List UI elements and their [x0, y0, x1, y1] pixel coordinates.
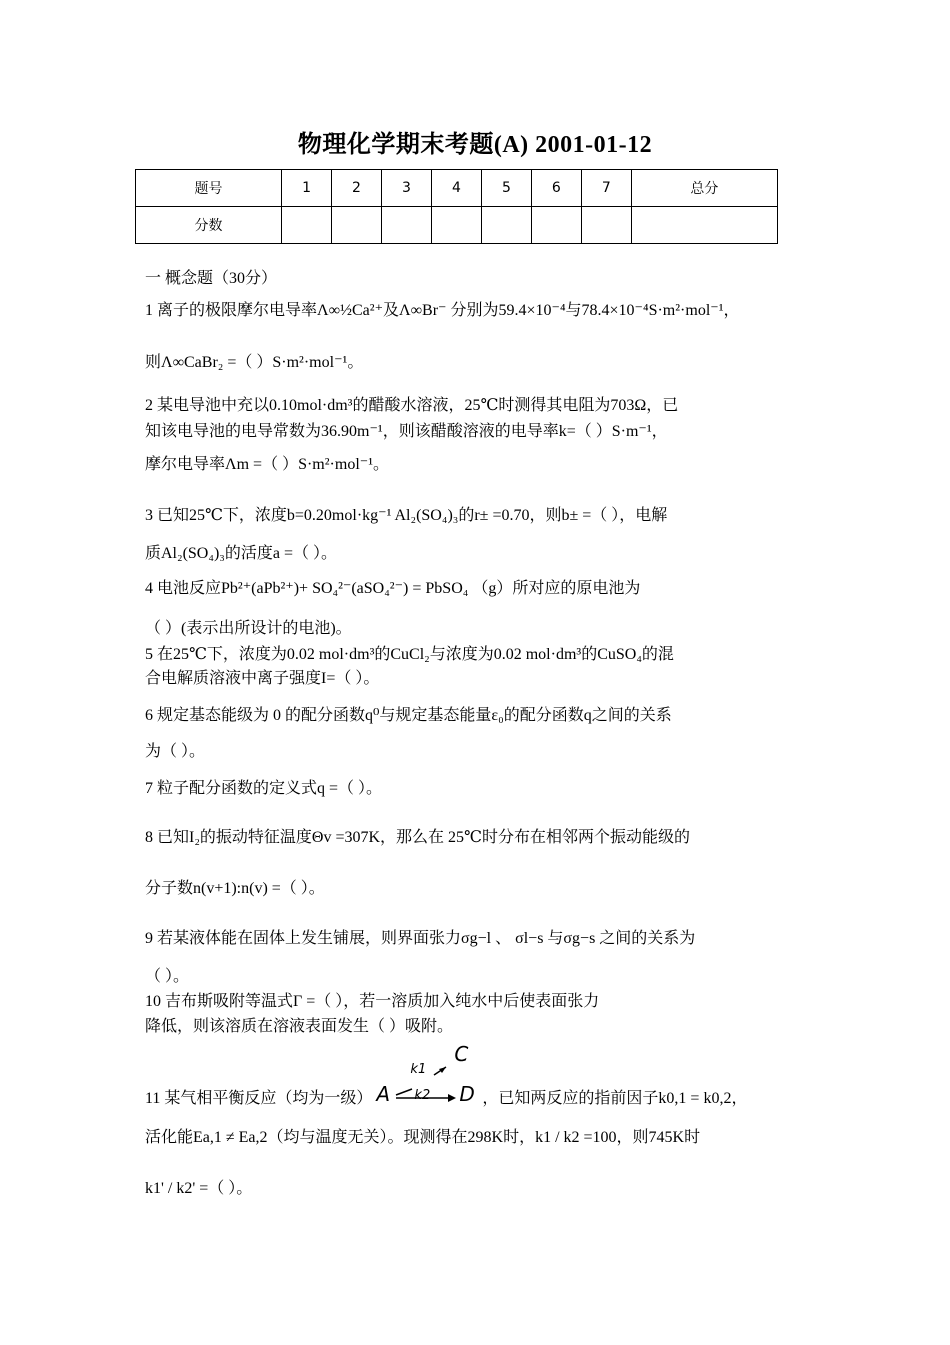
question-5-line-2: 合电解质溶液中离子强度I=（ ）。: [145, 670, 380, 687]
question-3-line-2: 质Al₂(SO₄)₃的活度a =（ ）。: [145, 545, 337, 562]
question-1-line-1: 1 离子的极限摩尔电导率Λ∞½Ca²⁺及Λ∞Br⁻ 分别为59.4×10⁻⁴与78.4×10⁻⁴S·m²·mol⁻¹，: [145, 302, 740, 319]
score-input-cell[interactable]: [481, 207, 531, 244]
table-cell: 7: [581, 170, 631, 207]
question-11-line-2: 活化能Ea,1 ≠ Ea,2（均与温度无关）。现测得在298K时，k1 / k2 =100，则745K时: [145, 1129, 701, 1146]
question-2-line-2: 知该电导池的电导常数为36.90m⁻¹，则该醋酸溶液的电导率k=（ ）S·m⁻¹，: [145, 423, 668, 440]
score-input-cell[interactable]: [531, 207, 581, 244]
score-input-cell[interactable]: [382, 207, 432, 244]
question-10-line-2: 降低，则该溶质在溶液表面发生（ ）吸附。: [145, 1018, 454, 1035]
table-cell: 4: [431, 170, 481, 207]
table-cell: 3: [382, 170, 432, 207]
table-row: [136, 207, 778, 244]
question-8-line-1: 8 已知I₂的振动特征温度Θv =307K，那么在 25℃时分布在相邻两个振动能级的: [145, 829, 690, 846]
question-8-line-2: 分子数n(v+1):n(v) =（ ）。: [145, 880, 325, 897]
table-cell: 5: [481, 170, 531, 207]
reaction-scheme: [374, 1042, 480, 1111]
score-table: [135, 169, 778, 244]
table-cell: 题号: [136, 170, 282, 207]
table-cell: 总分: [631, 170, 777, 207]
table-cell: 2: [332, 170, 382, 207]
score-input-cell[interactable]: [581, 207, 631, 244]
question-4-line-1: 4 电池反应Pb²⁺(aPb²⁺)+ SO₄²⁻(aSO₄²⁻) = PbSO₄ （g）所对应的原电池为: [145, 580, 641, 597]
question-10-line-1: 10 吉布斯吸附等温式Γ =（ ），若一溶质加入纯水中后使表面张力: [145, 993, 600, 1010]
question-7: 7 粒子配分函数的定义式q =（ ）。: [145, 780, 383, 797]
question-11-line-3: k1' / k2' =（ ）。: [145, 1180, 253, 1197]
page-title: 物理化学期末考题(A) 2001-01-12: [297, 132, 653, 158]
table-cell: 分数: [136, 207, 282, 244]
question-1-line-2: 则Λ∞CaBr₂ =（ ）S·m²·mol⁻¹。: [145, 354, 364, 371]
rate-k1-label: k1: [410, 1062, 427, 1077]
score-input-cell[interactable]: [431, 207, 481, 244]
score-input-cell[interactable]: [332, 207, 382, 244]
section-heading: 一 概念题（30分）: [145, 270, 278, 287]
question-9-line-1: 9 若某液体能在固体上发生铺展，则界面张力σg−l 、 σl−s 与σg−s 之间的关系为: [145, 930, 696, 947]
question-6-line-2: 为（ ）。: [145, 743, 206, 760]
table-cell: 6: [531, 170, 581, 207]
question-6-line-1: 6 规定基态能级为 0 的配分函数q⁰与规定基态能量ε₀的配分函数q之间的关系: [145, 707, 672, 724]
question-2-line-3: 摩尔电导率Λm =（ ）S·m²·mol⁻¹。: [145, 456, 390, 473]
reaction-arrows: [374, 1081, 480, 1111]
question-5-line-1: 5 在25℃下，浓度为0.02 mol·dm³的CuCl₂与浓度为0.02 mol·dm³的CuSO₄的混: [145, 646, 674, 663]
question-11-lead: 11 某气相平衡反应（均为一级）: [145, 1090, 373, 1107]
question-2-line-1: 2 某电导池中充以0.10mol·dm³的醋酸水溶液，25℃时测得其电阻为703Ω，已: [145, 397, 679, 414]
species-c: C: [454, 1042, 469, 1066]
species-d: D: [459, 1082, 475, 1106]
species-a: A: [376, 1082, 391, 1106]
question-3-line-1: 3 已知25℃下，浓度b=0.20mol·kg⁻¹ Al₂(SO₄)₃的r± =0.70，则b± =（ ），电解: [145, 507, 668, 524]
question-11-lead-end: ，已知两反应的指前因子k0,1 = k0,2，: [482, 1090, 748, 1107]
score-input-cell[interactable]: [631, 207, 777, 244]
table-cell: 1: [282, 170, 332, 207]
rate-k2-label: k2: [414, 1088, 431, 1103]
score-input-cell[interactable]: [282, 207, 332, 244]
question-9-line-2: （ ）。: [145, 968, 190, 985]
question-4-line-2: （ ）(表示出所设计的电池)。: [145, 620, 352, 637]
table-row: [136, 170, 778, 207]
question-11-line-1: [145, 1042, 810, 1111]
